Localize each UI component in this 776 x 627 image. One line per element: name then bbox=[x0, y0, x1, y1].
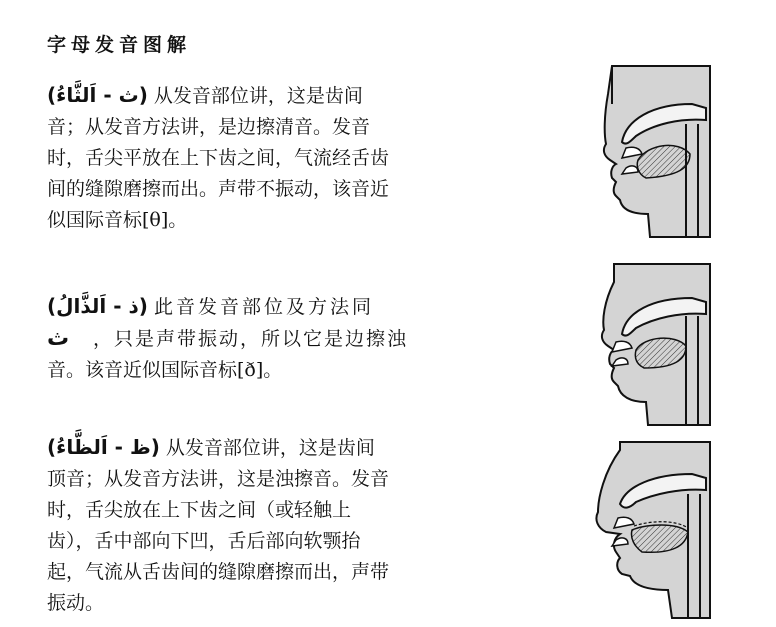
arabic-letter-name: (ث - اَلثَّاءُ) bbox=[47, 83, 148, 107]
entry-text: ，只是声带振动，所以它是边擦浊 bbox=[93, 328, 409, 350]
entry-text: 顶音；从发音方法讲，这是浊擦音。发音 bbox=[47, 468, 390, 490]
entry-text: 时，舌尖放在上下齿之间（或轻触上 bbox=[47, 499, 352, 521]
entry-text: 似国际音标[θ]。 bbox=[47, 209, 188, 231]
entry-line bbox=[47, 432, 447, 464]
entry-dhal bbox=[47, 291, 447, 386]
mouth-diagram-dhal bbox=[578, 262, 712, 427]
entry-text: 齿），舌中部向下凹，舌后部向软颚抬 bbox=[47, 530, 361, 552]
entry-line bbox=[47, 291, 447, 323]
entry-text: 音；从发音方法讲，是边擦清音。发音 bbox=[47, 116, 371, 138]
entry-text: 起，气流从舌齿间的缝隙磨擦而出，声带 bbox=[47, 561, 390, 583]
entry-line bbox=[47, 323, 447, 355]
entry-text: 从发音部位讲，这是齿间 bbox=[165, 437, 375, 459]
arabic-reference-letter: ث bbox=[47, 326, 70, 351]
mouth-diagram-zha bbox=[576, 440, 712, 620]
entry-text: 时，舌尖平放在上下齿之间，气流经舌齿 bbox=[47, 147, 390, 169]
entry-zha bbox=[47, 432, 447, 619]
entry-line bbox=[47, 80, 447, 112]
entry-text: 音。该音近似国际音标[ð]。 bbox=[47, 359, 283, 381]
entry-tha bbox=[47, 80, 447, 236]
page-title: 字母发音图解 bbox=[47, 34, 192, 56]
arabic-letter-name: (ظ - اَلظَّاءُ) bbox=[47, 435, 160, 459]
entry-text: 从发音部位讲，这是齿间 bbox=[153, 85, 363, 107]
arabic-letter-name: (ذ - اَلذَّالُ) bbox=[47, 294, 148, 318]
entry-text: 此音发音部位及方法同 bbox=[153, 296, 374, 318]
mouth-diagram-tha bbox=[582, 64, 712, 239]
entry-text: 间的缝隙磨擦而出。声带不振动，该音近 bbox=[47, 178, 390, 200]
entry-text: 振动。 bbox=[47, 592, 105, 614]
